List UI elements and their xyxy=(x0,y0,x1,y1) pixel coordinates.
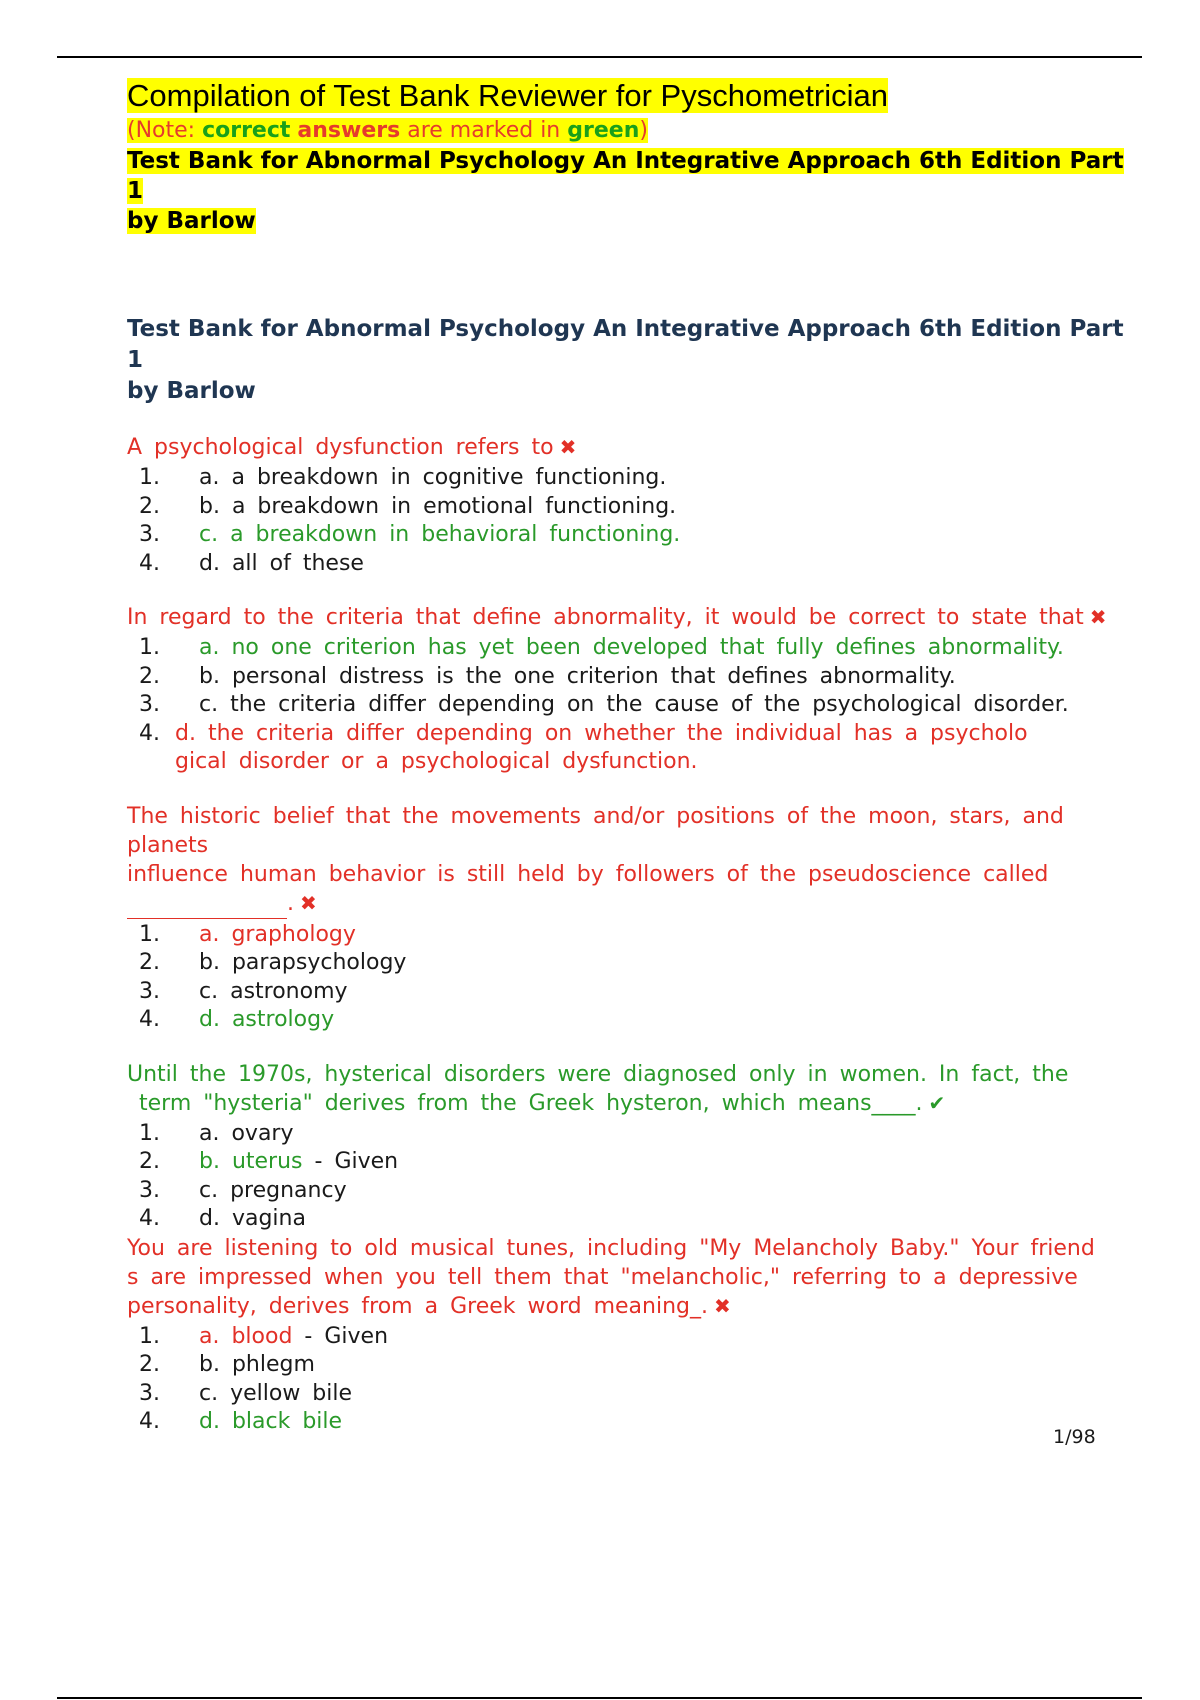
question-text: Until the 1970s, hysterical disorders were diagnosed only in women. In fact, the term "hysteria" derives from the Greek hysteron, which means____. ✔ xyxy=(127,1061,1069,1116)
options-list xyxy=(127,921,1127,1035)
list-item-selected-wrong: 1. a. graphology xyxy=(139,921,356,947)
list-item-correct: 2. b. uterus - Given xyxy=(139,1149,399,1174)
answer-note: (Note: correct answers are marked in green) xyxy=(127,118,648,143)
list-item: 3. c. astronomy xyxy=(139,978,348,1004)
question-block xyxy=(127,1234,1127,1437)
section-heading: Test Bank for Abnormal Psychology An Integrative Approach 6th Edition Part 1 by Barlow xyxy=(127,316,1124,404)
question-text: The historic belief that the movements and/or positions of the moon, stars, and planets influence human behavior is still held by followers of the pseudoscience called . ✖ xyxy=(127,802,1127,919)
options-list xyxy=(127,1120,1127,1234)
question-block xyxy=(127,433,1127,578)
question-text: In regard to the criteria that define abnormality, it would be correct to state that ✖ xyxy=(127,605,1107,630)
document-header xyxy=(127,76,1127,236)
wrong-mark-icon: ✖ xyxy=(559,435,577,459)
list-item: 3. c. the criteria differ depending on the cause of the psychological disorder. xyxy=(139,692,1069,717)
question-block xyxy=(127,802,1127,1035)
list-item: 2. b. phlegm xyxy=(139,1352,315,1377)
list-item: 4. d. vagina xyxy=(139,1206,306,1231)
wrong-mark-icon: ✖ xyxy=(713,1293,731,1318)
question-block xyxy=(127,1060,1127,1234)
list-item: 2. b. parapsychology xyxy=(139,950,407,975)
list-item-correct: 4. d. black bile xyxy=(139,1409,343,1434)
page-content xyxy=(127,76,1127,1437)
list-item: 2. b. a breakdown in emotional functioning. xyxy=(139,493,677,519)
check-mark-icon: ✔ xyxy=(928,1090,946,1115)
options-list xyxy=(127,1323,1127,1437)
wrong-mark-icon: ✖ xyxy=(1089,605,1107,629)
document-subtitle: Test Bank for Abnormal Psychology An Integrative Approach 6th Edition Part 1 by Barlow xyxy=(127,148,1124,234)
bottom-rule xyxy=(57,1697,1142,1699)
answer-blank xyxy=(127,889,287,919)
list-item: 3. c. pregnancy xyxy=(139,1177,347,1203)
list-item: 1. a. a breakdown in cognitive functioning. xyxy=(139,465,667,490)
page-number: 1/98 xyxy=(1053,1426,1096,1448)
options-list xyxy=(127,634,1127,777)
options-list xyxy=(127,464,1127,578)
list-item: 4. d. all of these xyxy=(139,550,364,576)
question-text: You are listening to old musical tunes, including "My Melancholy Baby." Your friend s are impressed when you tell them that "melancholic," referring to a depressive personality, derives from a Greek word meaning_. ✖ xyxy=(127,1235,1095,1319)
list-item: 3. c. yellow bile xyxy=(139,1380,353,1406)
wrong-mark-icon: ✖ xyxy=(300,890,317,915)
list-item-selected-wrong: 1. a. blood - Given xyxy=(139,1323,389,1349)
list-item-correct: 1. a. no one criterion has yet been developed that fully defines abnormality. xyxy=(139,635,1064,660)
list-item-correct: 3. c. a breakdown in behavioral functioning. xyxy=(139,522,681,547)
list-item: 1. a. ovary xyxy=(139,1120,294,1146)
list-item: 2. b. personal distress is the one criterion that defines abnormality. xyxy=(139,663,956,689)
list-item-correct: 4. d. astrology xyxy=(139,1007,335,1032)
list-item-selected-wrong: 4. d. the criteria differ depending on whether the individual has a psycholo gical disorder or a psychological dysfunction. xyxy=(139,720,1028,774)
question-text: A psychological dysfunction refers to ✖ xyxy=(127,435,577,460)
question-block xyxy=(127,603,1127,777)
top-rule xyxy=(57,56,1142,58)
document-title: Compilation of Test Bank Reviewer for Pyschometrician xyxy=(127,78,888,113)
